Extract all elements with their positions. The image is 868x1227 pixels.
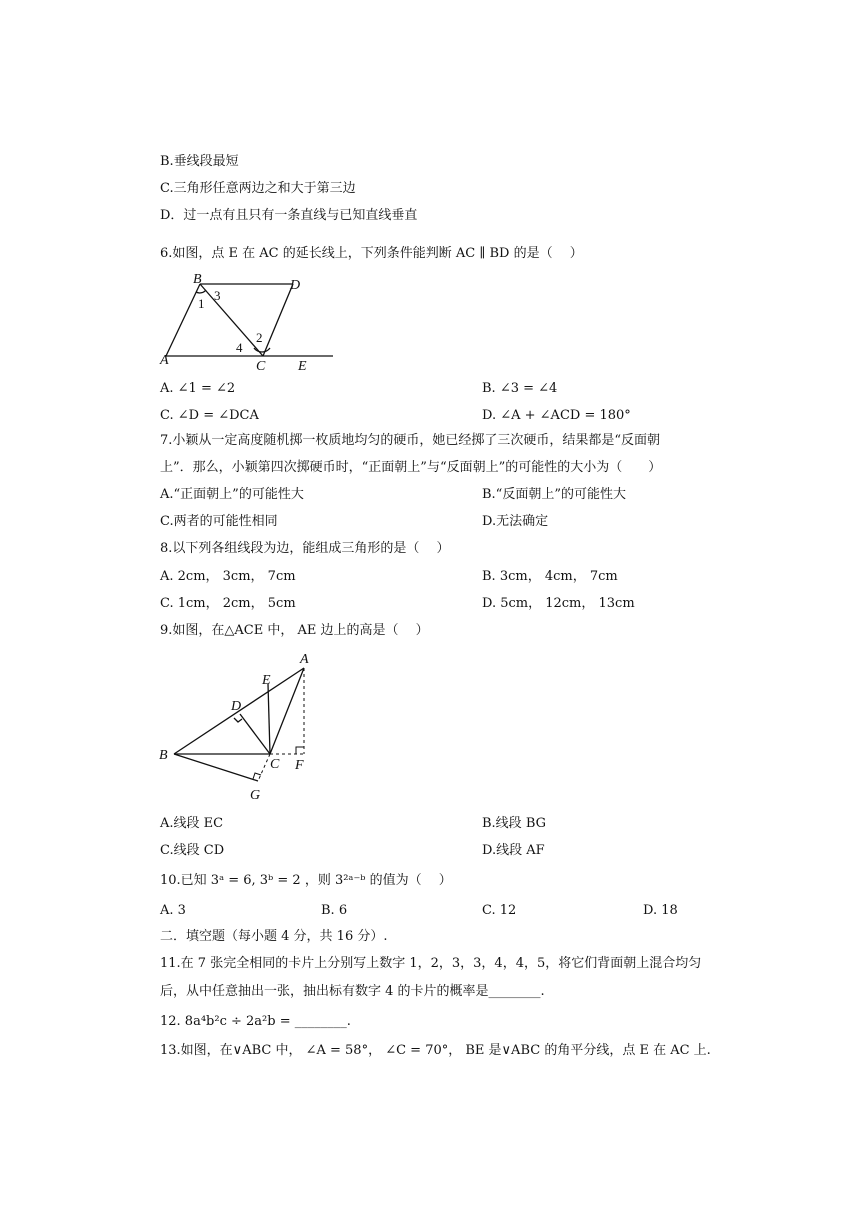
fig9-label-B: B (159, 748, 168, 763)
q9-option-a[interactable]: A.线段 EC (160, 816, 224, 831)
option-d-prev: D．过一点有且只有一条直线与已知直线垂直 (160, 208, 418, 223)
q10-option-c[interactable]: C. 12 (482, 903, 517, 918)
fig9-label-D: D (231, 699, 242, 714)
q10-option-a[interactable]: A. 3 (160, 903, 186, 918)
q9-option-c[interactable]: C.线段 CD (160, 843, 225, 858)
q8-option-d[interactable]: D. 5cm， 12cm， 13cm (482, 596, 635, 611)
q7-option-d[interactable]: D.无法确定 (482, 514, 549, 529)
option-c-prev: C.三角形任意两边之和大于第三边 (160, 181, 356, 196)
fig6-label-D: D (290, 278, 301, 293)
fig9-label-C: C (270, 757, 280, 772)
option-b-prev: B.垂线段最短 (160, 154, 239, 169)
q6-option-c[interactable]: C. ∠D = ∠DCA (160, 408, 259, 423)
q8-option-b[interactable]: B. 3cm， 4cm， 7cm (482, 569, 618, 584)
fig6-angle-1: 1 (198, 296, 205, 311)
q7-option-a[interactable]: A.“正面朝上”的可能性大 (160, 487, 304, 502)
q10-option-d[interactable]: D. 18 (643, 903, 678, 918)
fig9-label-E: E (262, 673, 271, 688)
question-7-line2: 上”．那么，小颖第四次掷硬币时，“正面朝上”与“反面朝上”的可能性的大小为（ ） (160, 460, 662, 475)
q6-option-b[interactable]: B. ∠3 = ∠4 (482, 381, 558, 396)
q7-option-b[interactable]: B.“反面朝上”的可能性大 (482, 487, 626, 502)
fig6-label-A: A (160, 353, 169, 368)
q8-option-a[interactable]: A. 2cm， 3cm， 7cm (160, 569, 296, 584)
q7-option-c[interactable]: C.两者的可能性相同 (160, 514, 278, 529)
fig9-label-G: G (250, 788, 261, 803)
question-7-line1: 7.小颖从一定高度随机掷一枚质地均匀的硬币，她已经掷了三次硬币，结果都是“反面朝 (160, 433, 661, 448)
fig9-label-A: A (300, 652, 309, 667)
q6-option-a[interactable]: A. ∠1 = ∠2 (160, 381, 236, 396)
q9-option-d[interactable]: D.线段 AF (482, 843, 545, 858)
fig9-label-F: F (295, 758, 304, 773)
q10-option-b[interactable]: B. 6 (321, 903, 348, 918)
fig6-label-C: C (256, 359, 266, 372)
fig6-angle-2: 2 (256, 330, 263, 345)
fig6-label-E: E (298, 359, 307, 372)
question-11-line1: 11.在 7 张完全相同的卡片上分别写上数字 1，2，3，3，4，4，5，将它们背面朝上混合均匀 (160, 956, 702, 971)
question-6: 6.如图，点 E 在 AC 的延长线上，下列条件能判断 AC ∥ BD 的是（ ） (160, 246, 583, 261)
question-11-line2: 后，从中任意抽出一张，抽出标有数字 4 的卡片的概率是________. (160, 984, 545, 999)
figure-q9 (156, 648, 336, 808)
q6-option-d[interactable]: D. ∠A + ∠ACD = 180° (482, 408, 631, 423)
question-9: 9.如图，在△ACE 中， AE 边上的高是（ ） (160, 623, 429, 638)
question-13: 13.如图，在∨ABC 中， ∠A = 58°， ∠C = 70°， BE 是∨ABC 的角平分线，点 E 在 AC 上. (160, 1043, 711, 1058)
question-8: 8.以下列各组线段为边，能组成三角形的是（ ） (160, 541, 450, 556)
question-12: 12. 8a⁴b²c ÷ 2a²b = ________. (160, 1014, 351, 1029)
figure-q6 (158, 272, 358, 372)
fig6-angle-3: 3 (214, 288, 221, 303)
q8-option-c[interactable]: C. 1cm， 2cm， 5cm (160, 596, 296, 611)
fig6-angle-4: 4 (236, 340, 243, 355)
q9-option-b[interactable]: B.线段 BG (482, 816, 546, 831)
question-10: 10.已知 3ᵃ = 6, 3ᵇ = 2 ，则 3²ᵃ⁻ᵇ 的值为（ ） (160, 873, 452, 888)
fig6-label-B: B (193, 272, 202, 287)
section-2-heading: 二．填空题（每小题 4 分，共 16 分）. (160, 929, 388, 944)
